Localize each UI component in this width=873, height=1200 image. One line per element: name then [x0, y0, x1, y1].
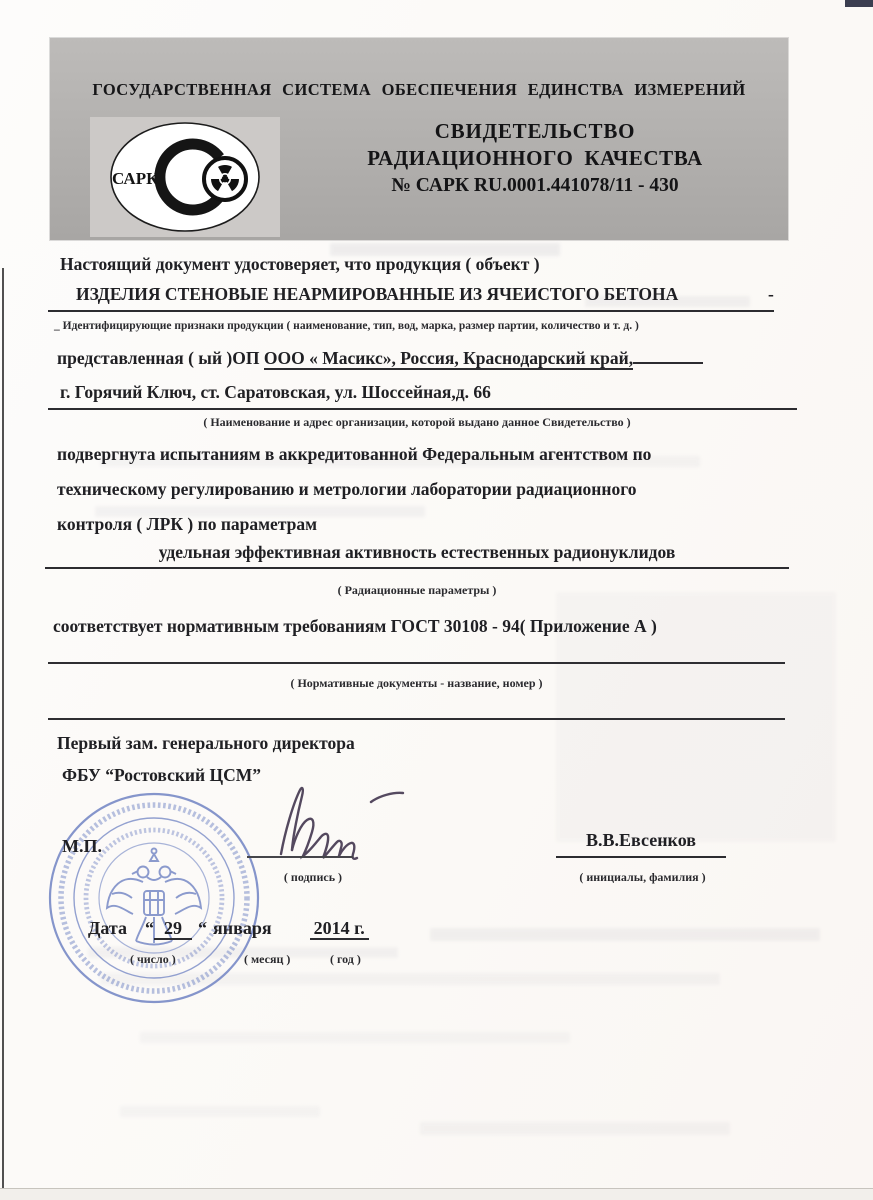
signature-scribble — [243, 780, 423, 866]
certificate-title-line2: РАДИАЦИОННОГО КАЧЕСТВА — [367, 146, 703, 170]
presented-blank-underline — [633, 362, 703, 364]
product-name-value: ИЗДЕЛИЯ СТЕНОВЫЕ НЕАРМИРОВАННЫЕ ИЗ ЯЧЕИСТОГО БЕТОНА — [76, 284, 679, 304]
certificate-title-line1: СВИДЕТЕЛЬСТВО — [434, 119, 636, 143]
signature-underline — [247, 856, 353, 858]
scan-corner-artifact — [845, 0, 873, 7]
date-year-value: 2014 г. — [310, 918, 369, 940]
date-quote-open: “ — [144, 918, 154, 938]
bleed-through-artifact — [120, 1106, 320, 1117]
signer-name-value: В.В.Евсенков — [586, 830, 696, 850]
presented-org-value: ООО « Масикс», Россия, Краснодарский край, — [263, 348, 634, 368]
product-caption: _ Идентифицирующие признаки продукции ( наименование, тип, вод, марка, размер партии, количество и т. д. ) — [54, 320, 639, 332]
signer-position-line2: ФБУ “Ростовский ЦСМ” — [62, 765, 261, 785]
presented-line — [57, 348, 703, 369]
mp-seal-label: М.П. — [62, 836, 102, 856]
radiation-trefoil-icon — [204, 158, 246, 200]
gsi-system-title: ГОСУДАРСТВЕННАЯ СИСТЕМА ОБЕСПЕЧЕНИЯ ЕДИНСТВА ИЗМЕРЕНИЙ — [92, 80, 746, 99]
sark-logo-graphic — [90, 117, 280, 237]
product-name-field — [48, 284, 774, 312]
header-banner — [50, 38, 788, 240]
date-month-value: января — [212, 918, 272, 938]
certificate-title — [300, 118, 770, 199]
date-label: Дата — [88, 918, 127, 938]
date-year-caption: ( год ) — [330, 952, 361, 966]
bleed-through-artifact — [430, 928, 820, 941]
date-day-caption: ( число ) — [130, 952, 176, 966]
parameter-field — [45, 542, 789, 569]
divider-line — [48, 718, 785, 720]
certificate-number: № САРК RU.0001.441078/11 - 430 — [391, 175, 679, 196]
date-line — [88, 918, 369, 939]
scan-left-edge-line — [2, 268, 4, 1194]
presented-prefix: представленная ( ый )ОП — [57, 348, 264, 368]
intro-line: Настоящий документ удостоверяет, что продукция ( объект ) — [60, 254, 540, 274]
date-month-caption: ( месяц ) — [244, 952, 291, 966]
address-value: г. Горячий Ключ, ст. Саратовская, ул. Шоссейная,д. 66 — [60, 382, 491, 402]
address-field — [48, 382, 797, 410]
date-day-value: 29 — [154, 918, 192, 940]
bleed-through-artifact — [420, 1122, 730, 1135]
scan-bottom-strip — [0, 1189, 873, 1200]
normative-field-line — [48, 662, 785, 664]
parameter-value: удельная эффективная активность естественных радионуклидов — [158, 542, 676, 562]
date-quote-close: “ — [197, 918, 207, 938]
signer-position-line1: Первый зам. генерального директора — [57, 733, 355, 753]
sark-logo-text: САРК — [112, 169, 159, 188]
normative-caption: ( Нормативные документы - название, номер ) — [290, 676, 543, 690]
parameter-caption: ( Радиационные параметры ) — [337, 583, 497, 597]
organization-caption: ( Наименование и адрес организации, которой выдано данное Свидетельство ) — [203, 415, 631, 429]
signature-caption: ( подпись ) — [283, 870, 343, 884]
bleed-through-artifact — [140, 1032, 570, 1043]
tested-line3: контроля ( ЛРК ) по параметрам — [57, 514, 318, 534]
official-stamp — [38, 785, 270, 1017]
signer-name-caption: ( инициалы, фамилия ) — [579, 870, 706, 884]
signer-name-field — [556, 830, 726, 858]
conformity-line: соответствует нормативным требованиям ГОСТ 30108 - 94( Приложение А ) — [53, 616, 657, 636]
product-name-dash: - — [768, 284, 774, 304]
tested-line2: техническому регулированию и метрологии лаборатории радиационного — [57, 479, 637, 499]
tested-line1: подвергнута испытаниям в аккредитованной Федеральным агентством по — [57, 444, 652, 464]
sark-logo — [90, 117, 280, 237]
